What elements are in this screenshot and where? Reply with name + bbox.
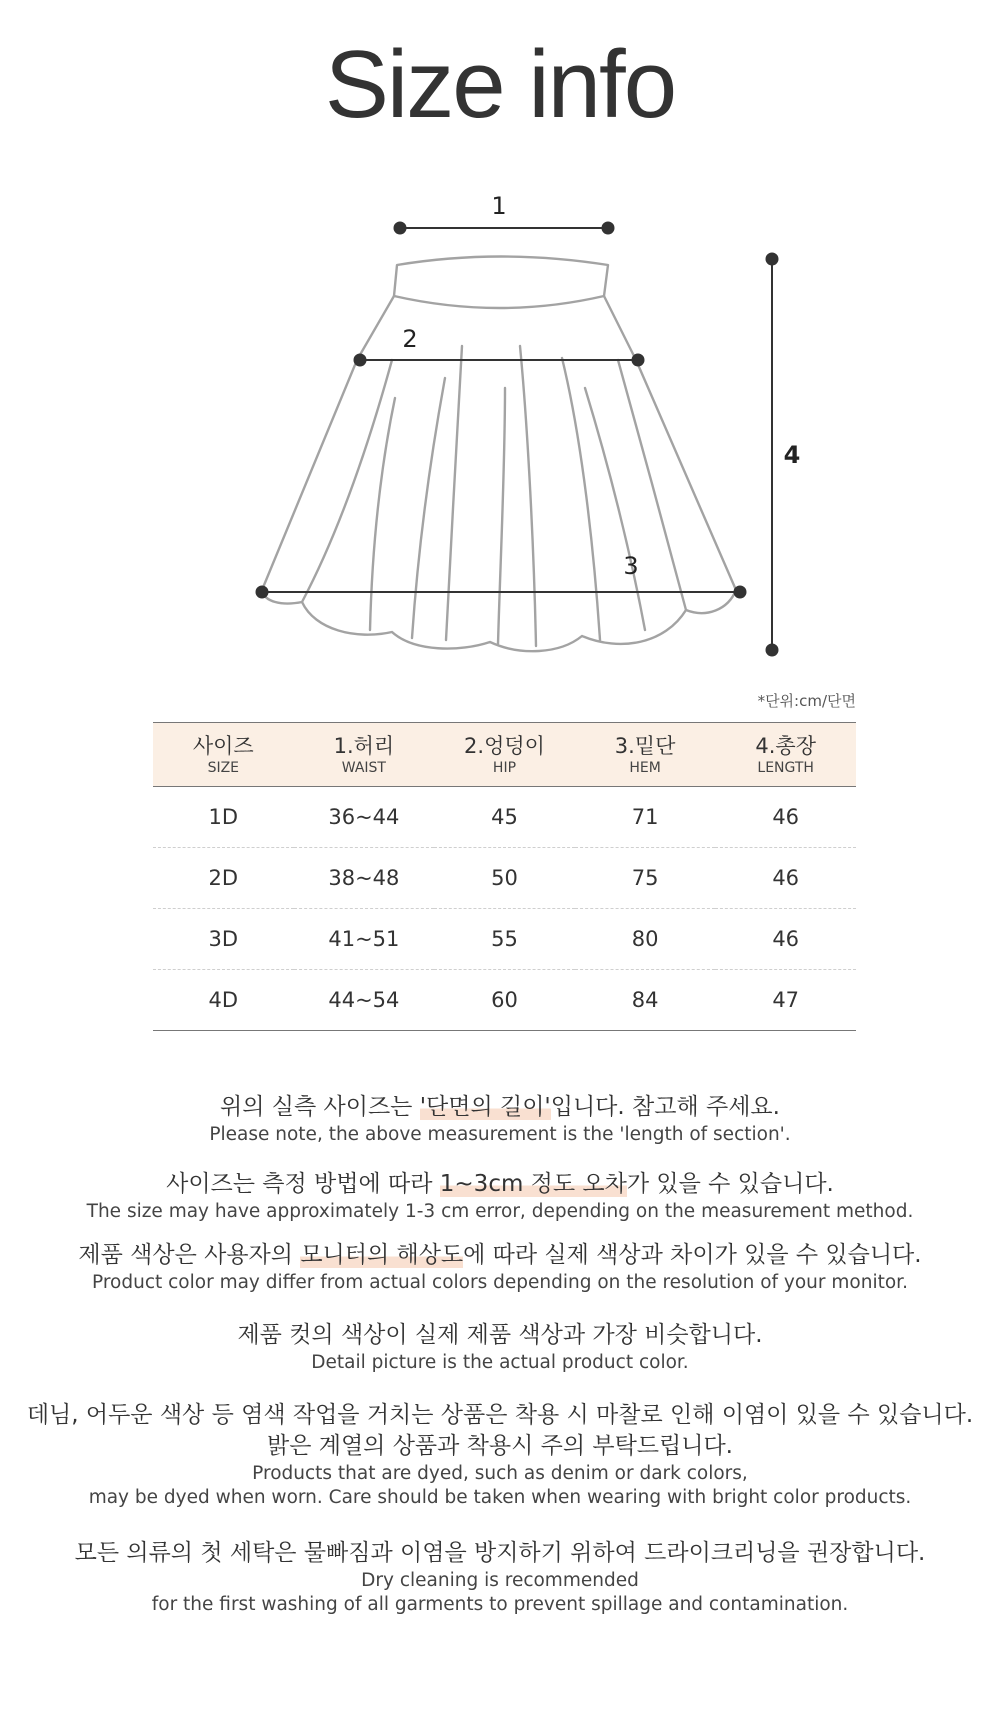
- skirt-pleat: [498, 388, 505, 644]
- note-measurement: 위의 실측 사이즈는 '단면의 길이'입니다. 참고해 주세요. Please note, the above measurement is the 'length of section'.: [209, 1094, 791, 1145]
- label-waist: 1: [491, 192, 507, 220]
- page-title: [0, 30, 1000, 140]
- cell-hem: 75: [575, 848, 716, 909]
- unit-note: *단위:cm/단면: [757, 692, 856, 710]
- cell-length: 46: [715, 787, 856, 848]
- cell-waist: 44~54: [294, 970, 435, 1031]
- cell-hem: 71: [575, 787, 716, 848]
- size-table: [153, 722, 856, 1031]
- measure-dot: [767, 254, 778, 265]
- table-row: [153, 970, 856, 1031]
- cell-hip: 60: [434, 970, 575, 1031]
- measure-dot: [735, 587, 746, 598]
- table-row: [153, 787, 856, 848]
- cell-waist: 41~51: [294, 909, 435, 970]
- care-notes: [0, 1092, 1000, 1617]
- cell-size: 3D: [153, 909, 294, 970]
- cell-length: 46: [715, 848, 856, 909]
- measure-dot: [395, 223, 406, 234]
- label-length: 4: [783, 441, 801, 469]
- measure-dot: [257, 587, 268, 598]
- cell-hip: 50: [434, 848, 575, 909]
- note-monitor-color: 제품 색상은 사용자의 모니터의 해상도에 따라 실제 색상과 차이가 있을 수 있습니다. Product color may differ from actual colors depending on the resolution of your monitor.: [78, 1242, 922, 1293]
- cell-size: 2D: [153, 848, 294, 909]
- measure-dot: [633, 355, 644, 366]
- table-row: [153, 848, 856, 909]
- highlight-text: '단면의 길이': [419, 1094, 551, 1120]
- label-hip: 2: [402, 325, 418, 353]
- header-hem: 3.밑단 HEM: [575, 723, 716, 787]
- skirt-pleat: [412, 378, 445, 638]
- highlight-text: 1~3cm 정도 오차: [439, 1171, 627, 1197]
- cell-size: 1D: [153, 787, 294, 848]
- note-size-error: 사이즈는 측정 방법에 따라 1~3cm 정도 오차가 있을 수 있습니다. The size may have approximately 1-3 cm error, depending on the measurement method.: [86, 1171, 914, 1222]
- cell-hip: 55: [434, 909, 575, 970]
- table-row: [153, 909, 856, 970]
- header-hip: 2.엉덩이 HIP: [434, 723, 575, 787]
- label-hem: 3: [623, 552, 639, 580]
- cell-length: 46: [715, 909, 856, 970]
- skirt-pleat: [562, 358, 600, 640]
- header-length: 4.총장 LENGTH: [715, 723, 856, 787]
- skirt-pleat: [302, 360, 392, 602]
- measure-dot: [603, 223, 614, 234]
- skirt-pleat: [446, 346, 462, 640]
- skirt-waistband: [394, 257, 608, 309]
- skirt-pleat: [370, 398, 395, 630]
- note-detail-color: 제품 컷의 색상이 실제 제품 색상과 가장 비슷합니다. Detail picture is the actual product color.: [237, 1322, 763, 1373]
- skirt-measurement-diagram: [0, 170, 1000, 670]
- measure-dot: [355, 355, 366, 366]
- header-size: 사이즈 SIZE: [153, 723, 294, 787]
- title-text: Size info: [324, 31, 676, 138]
- header-waist: 1.허리 WAIST: [294, 723, 435, 787]
- cell-hem: 84: [575, 970, 716, 1031]
- table-header-row: [153, 723, 856, 787]
- note-dye-transfer: 데님, 어두운 색상 등 염색 작업을 거치는 상품은 착용 시 마찰로 인해 이염이 있을 수 있습니다. 밝은 계열의 상품과 착용시 주의 부탁드립니다. Products that are dyed, such as denim or dark colors, may be dyed when worn. Care should be taken when wearing with bright color products.: [26, 1402, 974, 1508]
- cell-waist: 36~44: [294, 787, 435, 848]
- cell-hip: 45: [434, 787, 575, 848]
- skirt-pleat: [520, 346, 536, 646]
- cell-length: 47: [715, 970, 856, 1031]
- measure-dot: [767, 645, 778, 656]
- cell-size: 4D: [153, 970, 294, 1031]
- cell-hem: 80: [575, 909, 716, 970]
- highlight-text: 모니터의 해상도: [300, 1242, 464, 1268]
- cell-waist: 38~48: [294, 848, 435, 909]
- note-dry-cleaning: 모든 의류의 첫 세탁은 물빠짐과 이염을 방지하기 위하여 드라이크리닝을 권장합니다. Dry cleaning is recommended for the first washing of all garments to prevent spillage and contamination.: [74, 1540, 926, 1615]
